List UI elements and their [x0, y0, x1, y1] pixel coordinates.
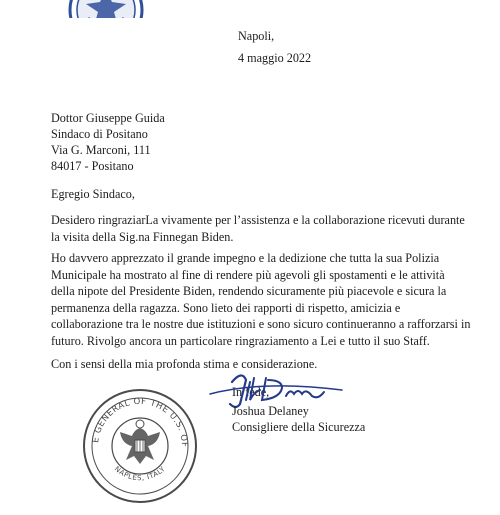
recipient-name: Dottor Giuseppe Guida [51, 111, 165, 125]
recipient-postal: 84017 - Positano [51, 159, 134, 173]
city: Napoli, [238, 29, 275, 43]
recipient-title: Sindaco di Positano [51, 127, 148, 141]
svg-text:CONSULATE GENERAL OF THE U.S.: E GENERAL OF THE U.S. OF [91, 396, 190, 448]
recipient-street: Via G. Marconi, 111 [51, 143, 151, 157]
letter-date: 4 maggio 2022 [238, 51, 312, 65]
salutation: Egregio Sindaco, [51, 187, 135, 201]
closing: In fede, [232, 385, 270, 399]
signer-name: Joshua Delaney [232, 404, 309, 418]
paragraph-1: Desidero ringraziarLa vivamente per l’assistenza e la collaborazione ricevuti durante la visita della Sig.na Finnegan Biden. [51, 213, 465, 244]
signer-title: Consigliere della Sicurezza [232, 420, 366, 434]
consulate-seal-top-icon [68, 0, 144, 18]
paragraph-3: Con i sensi della mia profonda stima e considerazione. [51, 357, 318, 371]
paragraph-2: Ho davvero apprezzato il grande impegno e la dedizione che tutta la sua Polizia Municipale ha mostrato al fine di rendere più agevoli gli spostamenti e le attività della nipote del Presidente Biden, rendendo sicuramente più piacevole e sicura la permanenza della ragazza. Sono lieto dei rapporti di rispetto, amicizia e collaborazione tra le nostre due istituzioni e sono sicuro continueranno a rafforzarsi in futuro. Rivolgo ancora un particolare ringraziamento a Lei e tutto il suo Staff. [51, 251, 471, 348]
svg-text:NAPLES, ITALY: NAPLES, ITALY [112, 464, 168, 483]
consulate-seal-icon [76, 382, 204, 510]
